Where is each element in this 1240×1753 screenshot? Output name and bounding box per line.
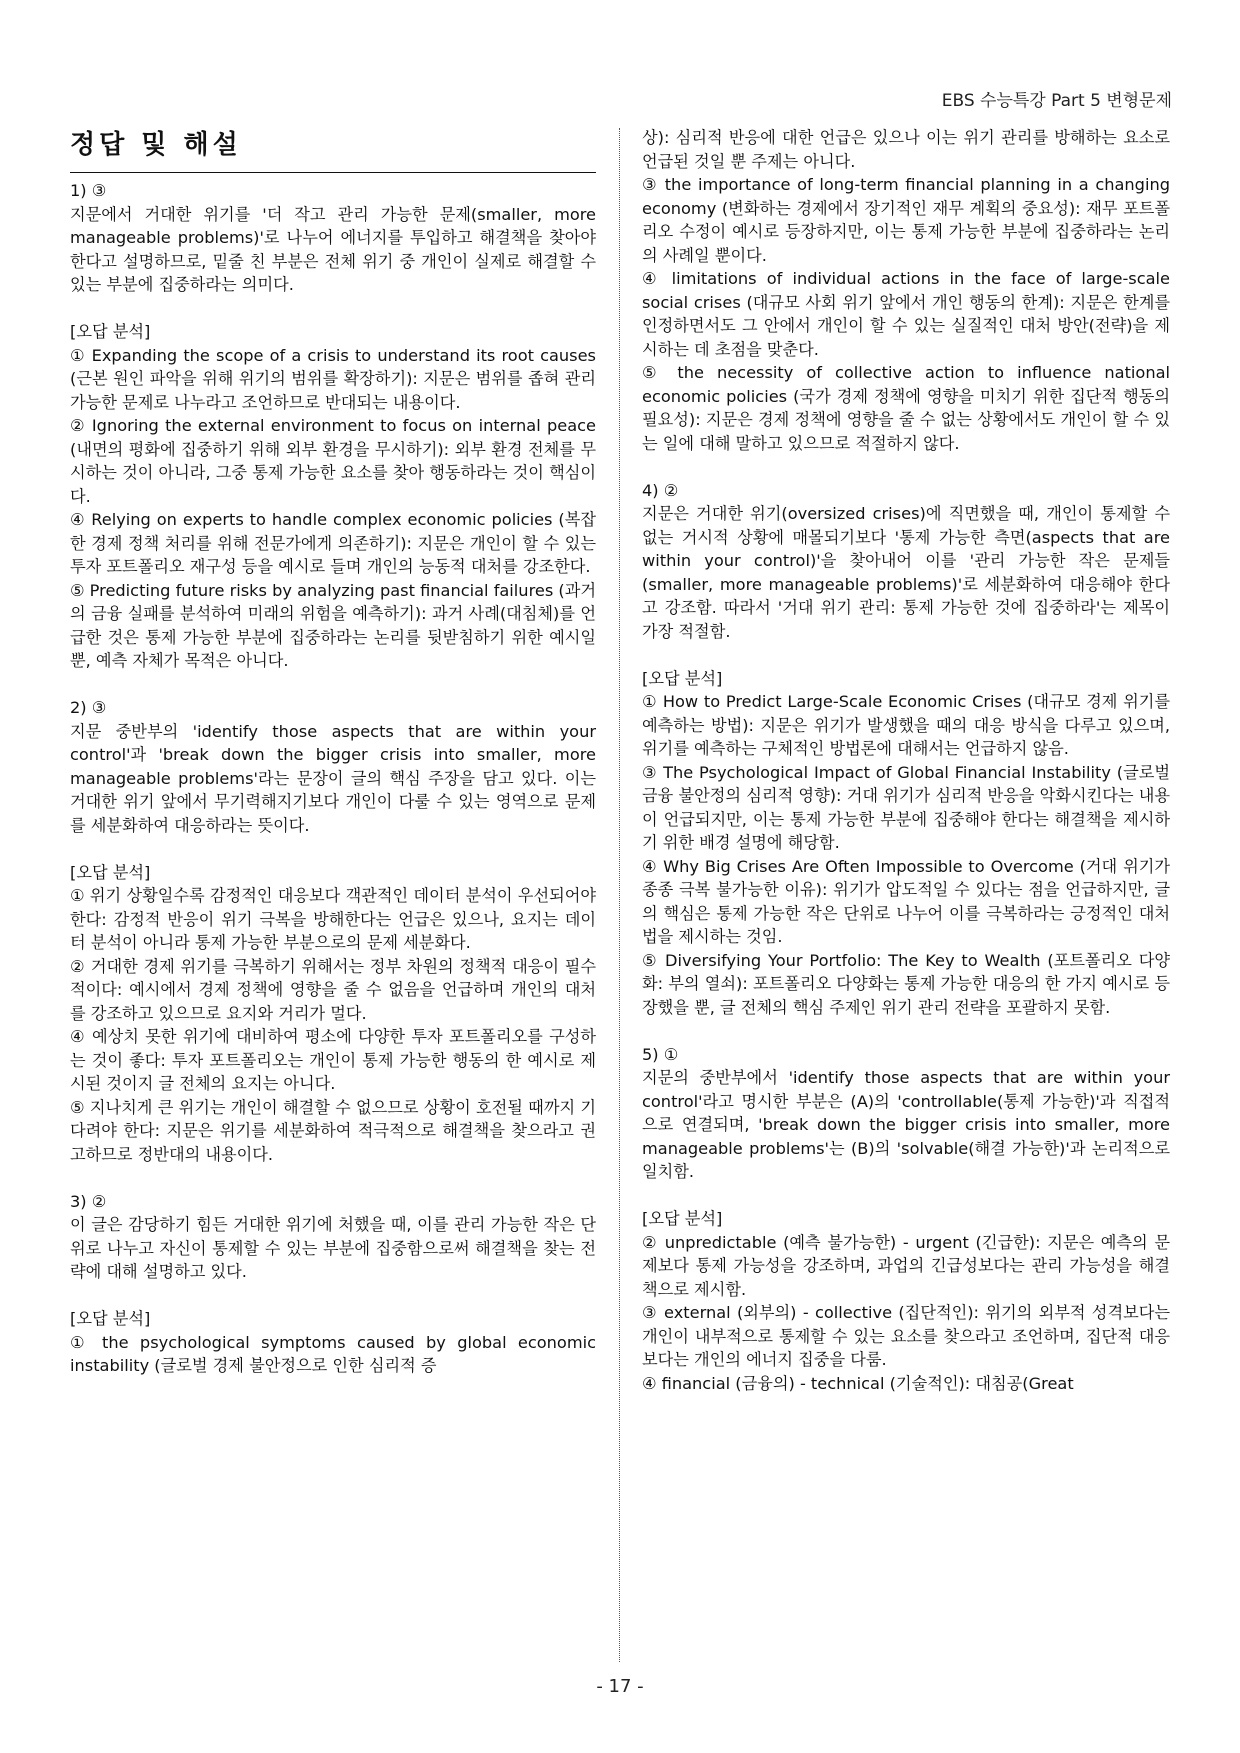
page-title: 정답 및 해설 <box>70 130 242 160</box>
option-analysis: ④ Why Big Crises Are Often Impossible to Overcome (거대 위기가 종종 극복 불가능한 이유): 위기가 압도적일 수 있다는 점을 언급하지만, 글의 핵심은 통제 가능한 작은 단위로 나누어 이를 극복하라는 긍정적인 대처법을 제시하는 것임. <box>642 856 1170 946</box>
option-analysis: ① How to Predict Large-Scale Economic Crises (대규모 경제 위기를 예측하는 방법): 지문은 위기가 발생했을 때의 대응 방식을 다루고 있으며, 위기를 예측하는 구체적인 방법론에 대해서는 언급하지 않음. <box>642 692 1170 758</box>
explanation: 지문 중반부의 'identify those aspects that are within your control'과 'break down the bigger crisis into smaller, more manageable problems'라는 문장이 글의 핵심 주장을 담고 있다. 이는 거대한 위기 앞에서 무기력해지기보다 개인이 다룰 수 있는 영역으로 문제를 세분화하여 대응하라는 뜻이다. <box>70 721 596 835</box>
answer-number: 1) ③ <box>70 181 107 200</box>
page-number: - 17 - <box>596 1676 644 1697</box>
option-analysis: ① the psychological symptoms caused by global economic instability (글로벌 경제 불안정으로 인한 심리적 증 <box>70 1332 596 1375</box>
wrong-answer-label: [오답 분석] <box>642 1209 723 1228</box>
answer-number: 3) ② <box>70 1191 107 1211</box>
answer-3 <box>70 1190 596 1378</box>
option-analysis: ④ 예상치 못한 위기에 대비하여 평소에 다양한 투자 포트폴리오를 구성하는 것이 좋다: 투자 포트폴리오는 개인이 통제 가능한 행동의 한 예시로 제시된 것이지 글 전체의 요지는 아니다. <box>70 1027 596 1093</box>
option-analysis: ③ The Psychological Impact of Global Financial Instability (글로벌 금융 불안정의 심리적 영향): 거대 위기가 심리적 반응을 악화시킨다는 내용이 언급되지만, 이는 통제 가능한 부분에 집중해야 한다는 해결책을 제시하기 위한 배경 설명에 해당함. <box>642 762 1170 852</box>
left-column <box>70 126 596 1378</box>
answer-5 <box>642 1043 1170 1396</box>
option-analysis: ⑤ Diversifying Your Portfolio: The Key to Wealth (포트폴리오 다양화: 부의 열쇠): 포트폴리오 다양화는 통제 가능한 대응의 한 가지 예시로 등장했을 뿐, 글 전체의 핵심 주제인 위기 관리 전략을 포괄하지 못함. <box>642 950 1170 1017</box>
answer-4 <box>642 479 1170 1020</box>
title-underline <box>70 172 596 173</box>
option-analysis: ② Ignoring the external environment to focus on internal peace (내면의 평화에 집중하기 위해 외부 환경을 무시하기): 외부 환경 전체를 무시하는 것이 아니라, 그중 통제 가능한 요소를 찾아 행동하라는 것이 핵심이다. <box>70 416 596 506</box>
answer-1 <box>70 179 596 673</box>
wrong-answer-label: [오답 분석] <box>70 1309 151 1328</box>
answer-number: 2) ③ <box>70 698 107 717</box>
explanation: 지문에서 거대한 위기를 '더 작고 관리 가능한 문제(smaller, more manageable problems)'로 나누어 에너지를 투입하고 해결책을 찾아야 한다고 설명하므로, 밑줄 친 부분은 전체 위기 중 개인이 실제로 해결할 수 있는 부분에 집중하라는 의미다. <box>70 204 596 294</box>
explanation: 지문은 거대한 위기(oversized crises)에 직면했을 때, 개인이 통제할 수 없는 거시적 상황에 매몰되기보다 '통제 가능한 측면(aspects that are within your control)'을 찾아내어 이를 '관리 가능한 작은 문제들(smaller, more manageable problems)'로 세분화하여 대응해야 한다고 강조함. 따라서 '거대 위기 관리: 통제 가능한 것에 집중하라'는 제목이 가장 적절함. <box>642 504 1170 641</box>
answer-2 <box>70 696 596 1166</box>
wrong-answer-label: [오답 분석] <box>70 862 151 882</box>
option-analysis: ① 위기 상황일수록 감정적인 대응보다 객관적인 데이터 분석이 우선되어야 한다: 감정적 반응이 위기 극복을 방해한다는 언급은 있으나, 요지는 데이터 분석이 아니라 통제 가능한 부분으로의 문제 세분화다. <box>70 886 596 952</box>
explanation: 지문의 중반부에서 'identify those aspects that are within your control'라고 명시한 부분은 (A)의 'controllable(통제 가능한)'과 직접적으로 연결되며, 'break down the bigger crisis into smaller, more manageable problems'는 (B)의 'solvable(해결 가능한)'과 논리적으로 일치함. <box>642 1068 1170 1181</box>
option-analysis: ② 거대한 경제 위기를 극복하기 위해서는 정부 차원의 정책적 대응이 필수적이다: 예시에서 경제 정책에 영향을 줄 수 없음을 언급하며 개인의 대처를 강조하고 있으므로 요지와 거리가 멀다. <box>70 956 596 1023</box>
wrong-answer-label: [오답 분석] <box>642 668 723 688</box>
option-analysis: ④ limitations of individual actions in the face of large-scale social crises (대규모 사회 위기 앞에서 개인 행동의 한계): 지문은 한계를 인정하면서도 그 안에서 개인이 할 수 있는 실질적인 대처 방안(전략)을 제시하는 데 초점을 맞춘다. <box>642 269 1170 359</box>
wrong-answer-label: [오답 분석] <box>70 322 151 341</box>
answer-number: 5) ① <box>642 1044 679 1064</box>
explanation: 이 글은 감당하기 힘든 거대한 위기에 처했을 때, 이를 관리 가능한 작은 단위로 나누고 자신이 통제할 수 있는 부분에 집중함으로써 해결책을 찾는 전략에 대해 설명하고 있다. <box>70 1215 596 1281</box>
option-analysis: ③ the importance of long-term financial planning in a changing economy (변화하는 경제에서 장기적인 재무 계획의 중요성): 재무 포트폴리오 수정이 예시로 등장하지만, 이는 통제 가능한 부분에 집중하라는 논리의 사례일 뿐이다. <box>642 175 1170 265</box>
option-analysis: ⑤ the necessity of collective action to influence national economic policies (국가 경제 정책에 영향을 미치기 위한 집단적 행동의 필요성): 지문은 경제 정책에 영향을 줄 수 없는 상황에서도 개인이 할 수 있는 일에 대해 말하고 있으므로 적절하지 않다. <box>642 363 1170 453</box>
option-analysis: 상): 심리적 반응에 대한 언급은 있으나 이는 위기 관리를 방해하는 요소로 언급된 것일 뿐 주제는 아니다. <box>642 128 1170 171</box>
answer-number: 4) ② <box>642 480 679 500</box>
document-header: EBS 수능특강 Part 5 변형문제 <box>941 91 1172 111</box>
option-analysis: ④ financial (금융의) - technical (기술적인): 대침공(Great <box>642 1373 1074 1393</box>
right-column <box>642 126 1170 1395</box>
option-analysis: ④ Relying on experts to handle complex economic policies (복잡한 경제 정책 처리를 위해 전문가에게 의존하기): 지문은 개인이 할 수 있는 투자 포트폴리오 재구성 등을 예시로 들며 개인의 능동적 대처를 강조한다. <box>70 510 596 576</box>
option-analysis: ⑤ Predicting future risks by analyzing past financial failures (과거의 금융 실패를 분석하여 미래의 위험을 예측하기): 과거 사례(대침체)를 언급한 것은 통제 가능한 부분에 집중하라는 논리를 뒷받침하기 위한 예시일 뿐, 예측 자체가 목적은 아니다. <box>70 580 596 670</box>
column-divider <box>619 128 620 1662</box>
option-analysis: ② unpredictable (예측 불가능한) - urgent (긴급한): 지문은 예측의 문제보다 통제 가능성을 강조하며, 과업의 긴급성보다는 관리 가능성을 해결책으로 제시함. <box>642 1232 1170 1299</box>
option-analysis: ③ external (외부의) - collective (집단적인): 위기의 외부적 성격보다는 개인이 내부적으로 통제할 수 있는 요소를 찾으라고 조언하며, 집단적 대응보다는 개인의 에너지 집중을 다룸. <box>642 1303 1170 1369</box>
option-analysis: ① Expanding the scope of a crisis to understand its root causes (근본 원인 파악을 위해 위기의 범위를 확장하기): 지문은 범위를 좁혀 관리 가능한 문제로 나누라고 조언하므로 반대되는 내용이다. <box>70 345 596 412</box>
answer-3-continued <box>642 126 1170 455</box>
option-analysis: ⑤ 지나치게 큰 위기는 개인이 해결할 수 없으므로 상황이 호전될 때까지 기다려야 한다: 지문은 위기를 세분화하여 적극적으로 해결책을 찾으라고 권고하므로 정반대의 내용이다. <box>70 1097 596 1164</box>
